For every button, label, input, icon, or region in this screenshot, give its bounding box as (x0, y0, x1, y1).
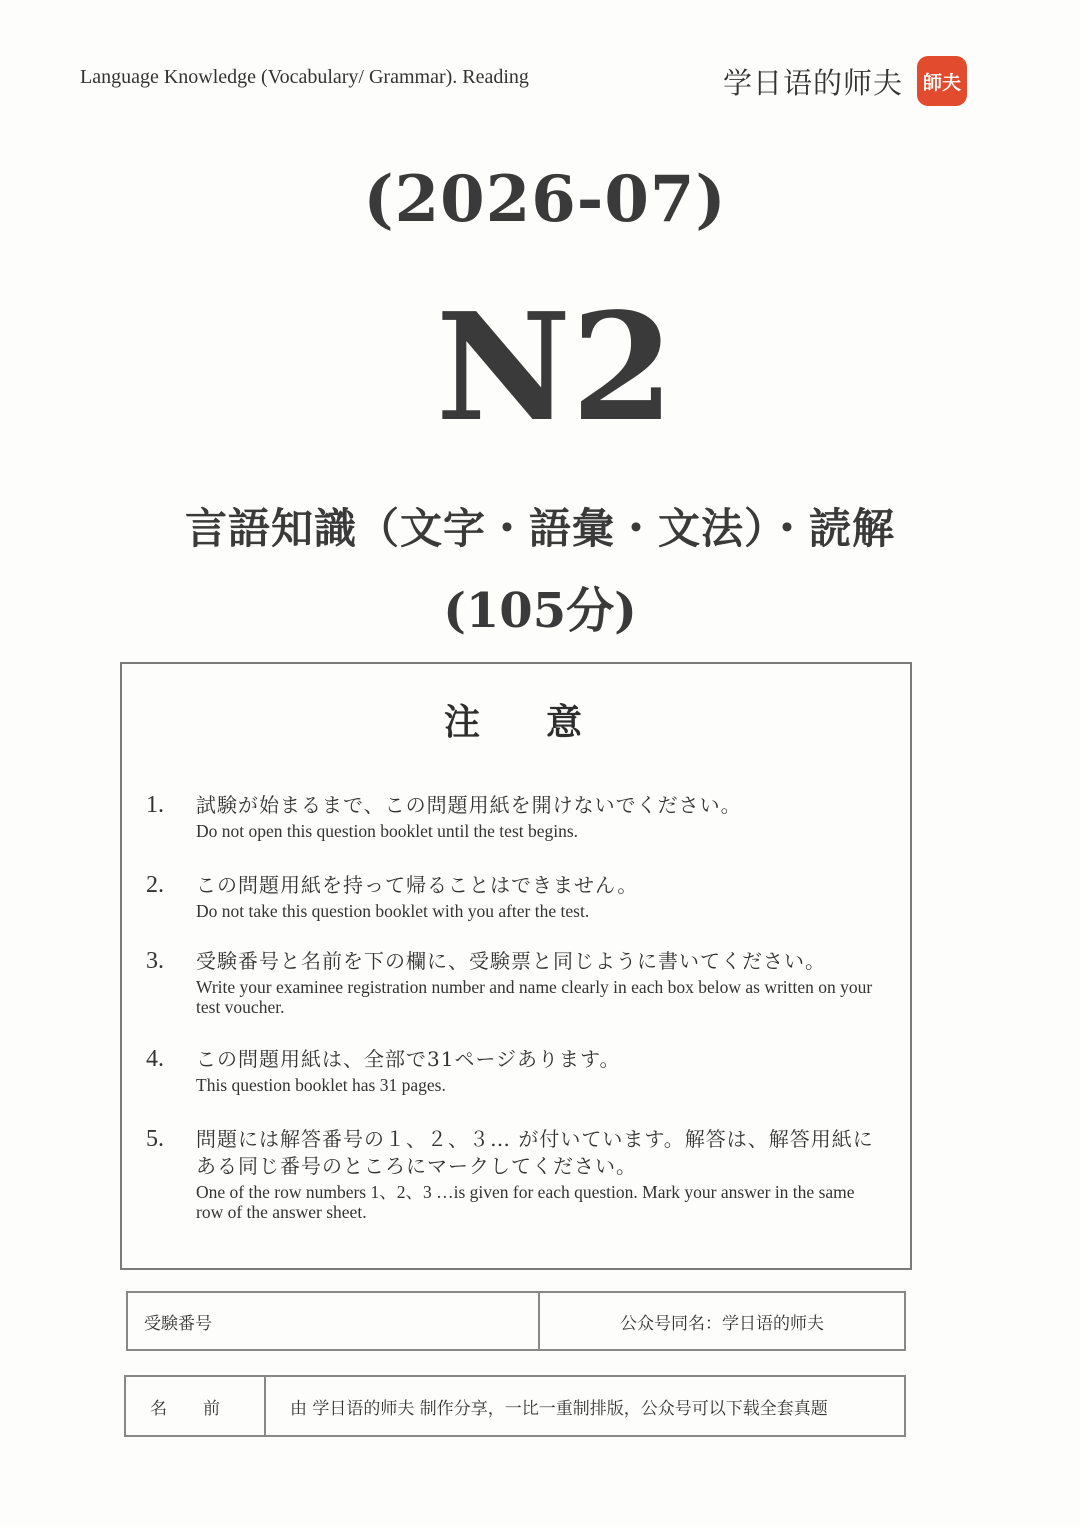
notice-item (146, 872, 886, 921)
notice-title: 注意 (443, 701, 648, 743)
exam-number-label: 受験番号 (144, 1313, 212, 1334)
notice-item-japanese: 問題には解答番号の１、２、３… が付いています。解答は、解答用紙にある同じ番号のところにマークしてください。 (196, 1127, 874, 1178)
wechat-cell (540, 1293, 904, 1349)
name-row (124, 1375, 906, 1437)
brand-name: 学日语的师夫 (722, 65, 903, 100)
exam-level: N2 (435, 280, 675, 454)
exam-number-field[interactable] (128, 1293, 540, 1349)
brand (723, 56, 967, 106)
name-field[interactable] (266, 1377, 904, 1435)
name-label-cell (126, 1377, 266, 1435)
notice-item-number: 4. (146, 1046, 164, 1072)
name-label: 名前 (150, 1398, 256, 1419)
notice-item-english: This question booklet has 31 pages. (196, 1075, 446, 1095)
notice-item-number: 2. (146, 872, 164, 898)
notice-item-number: 3. (146, 948, 164, 974)
notice-item-number: 5. (146, 1126, 164, 1152)
notice-item-japanese: 試験が始まるまで、この問題用紙を開けないでください。 (196, 793, 742, 817)
notice-item-number: 1. (146, 792, 164, 818)
notice-item-english: Do not open this question booklet until the test begins. (196, 821, 579, 841)
notice-item-english: One of the row numbers 1、2、3 …is given for each question. Mark your answer in the same row of the answer sheet. (196, 1182, 855, 1222)
notice-item-japanese: この問題用紙は、全部で31ページあります。 (196, 1047, 621, 1071)
notice-item-japanese: 受験番号と名前を下の欄に、受験票と同じように書いてください。 (196, 949, 826, 973)
brand-logo-icon: 師夫 (917, 56, 967, 106)
notice-item (146, 792, 886, 841)
notice-item-english: Write your examinee registration number and name clearly in each box below as written on your test voucher. (196, 977, 873, 1017)
wechat-text: 公众号同名：学日语的师夫 (620, 1313, 824, 1334)
notice-item (146, 1046, 886, 1095)
notice-item (146, 1126, 886, 1222)
notice-item (146, 948, 886, 1017)
exam-date: (2026-07) (363, 162, 727, 237)
notice-item-english: Do not take this question booklet with you after the test. (196, 901, 590, 921)
notice-box (120, 662, 912, 1270)
notice-item-japanese: この問題用紙を持って帰ることはできません。 (196, 873, 639, 897)
exam-duration: (105分) (443, 583, 637, 639)
header-subtitle: Language Knowledge (Vocabulary/ Grammar). Reading (80, 66, 529, 88)
exam-subject: 言語知識（文字・語彙・文法）・読解 (184, 504, 895, 553)
share-note: 由 学日语的师夫 制作分享，一比一重制排版，公众号可以下载全套真题 (290, 1398, 828, 1419)
exam-number-row (126, 1291, 906, 1351)
